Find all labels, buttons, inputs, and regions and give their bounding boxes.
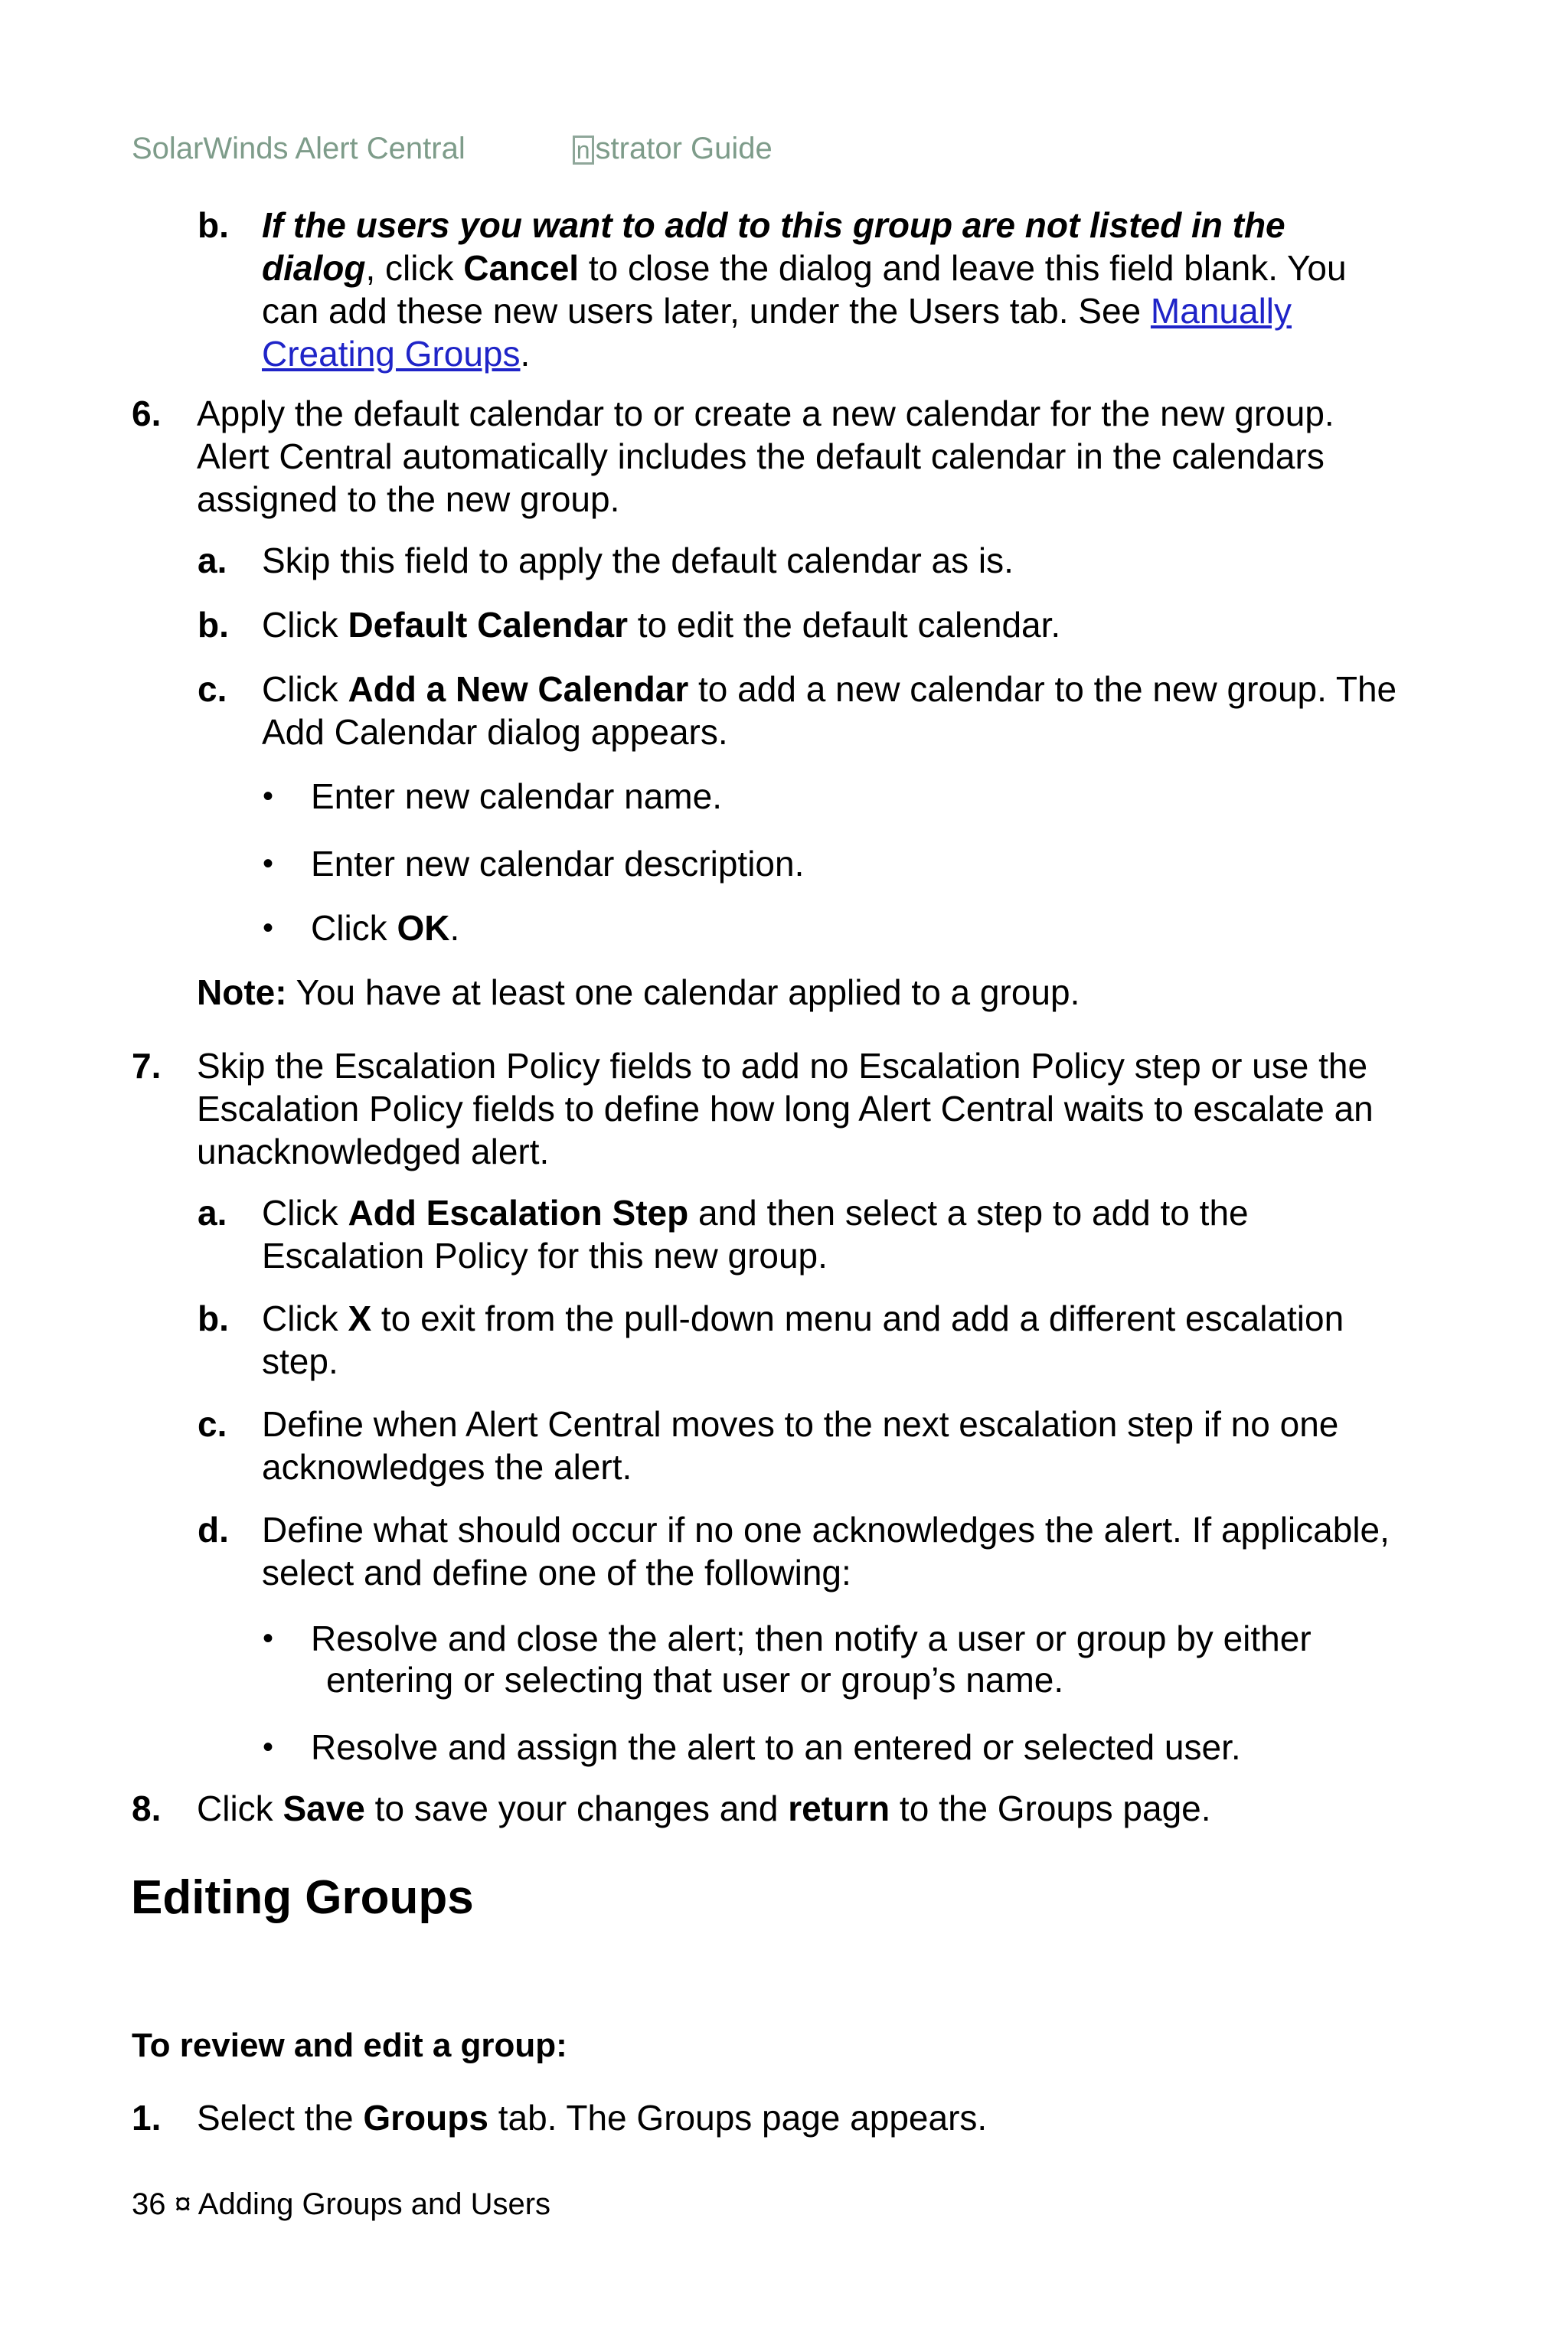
step5b-period: .	[520, 334, 531, 374]
header-product: SolarWinds Alert Central	[132, 132, 466, 165]
step7a-line1	[262, 1191, 1249, 1234]
step7b-post: to exit from the pull-down menu and add a different escalation	[371, 1298, 1344, 1338]
step5b-text3: can add these new users later, under the Users tab. See	[262, 291, 1151, 331]
step6-bullet1: Enter new calendar name.	[311, 776, 722, 816]
header-guide: strator Guide	[595, 132, 773, 165]
step5b-text2: to close the dialog and leave this field blank. You	[579, 248, 1347, 288]
step7d-marker: d.	[198, 1510, 229, 1550]
header-box-glyph: n	[573, 136, 594, 165]
step7b-bold: X	[348, 1298, 372, 1338]
bullet-glyph: •	[263, 1622, 274, 1655]
bullet-glyph: •	[263, 847, 274, 880]
step6-note	[197, 971, 1080, 1014]
step7a-post: and then select a step to add to the	[688, 1193, 1249, 1233]
note-label: Note:	[197, 972, 287, 1012]
step6a-text: Skip this field to apply the default calendar as is.	[262, 541, 1014, 580]
step7a-bold: Add Escalation Step	[348, 1193, 689, 1233]
step7-bullet1-line2: entering or selecting that user or group’s name.	[326, 1660, 1064, 1700]
footer-page-number: 36	[132, 2187, 166, 2221]
step6a-marker: a.	[198, 541, 227, 580]
step6c-bold: Add a New Calendar	[348, 669, 689, 709]
step6-bullet3	[311, 906, 459, 949]
section-step1-marker: 1.	[132, 2098, 162, 2138]
step6-marker: 6.	[132, 394, 162, 433]
step7-bullet1-line1: Resolve and close the alert; then notify a user or group by either	[311, 1619, 1312, 1658]
step8-text	[197, 1787, 1211, 1830]
page-footer	[132, 2185, 550, 2223]
step5b-italic-a: If the users you want to add to this group are not listed in the	[262, 205, 1285, 245]
step6-line1: Apply the default calendar to or create a new calendar for the new group.	[197, 394, 1334, 433]
step5b-cancel: Cancel	[463, 248, 580, 288]
step7b-line2: step.	[262, 1341, 338, 1381]
step7c-line1: Define when Alert Central moves to the next escalation step if no one	[262, 1404, 1339, 1444]
bullet-glyph: •	[263, 911, 274, 945]
step7b-line1	[262, 1297, 1344, 1340]
step7-line3: unacknowledged alert.	[197, 1132, 550, 1171]
step7-line2: Escalation Policy fields to define how long Alert Central waits to escalate an	[197, 1089, 1374, 1129]
step8-pre: Click	[197, 1788, 283, 1828]
step5b-line3	[262, 289, 1292, 332]
step5b-text1: , click	[365, 248, 464, 288]
step5b-line4	[262, 332, 530, 375]
step7-bullet2: Resolve and assign the alert to an entered or selected user.	[311, 1727, 1241, 1767]
step8-save: Save	[283, 1788, 365, 1828]
section-step1-post: tab. The Groups page appears.	[488, 2098, 988, 2138]
step8-post: to the Groups page.	[890, 1788, 1211, 1828]
step8-marker: 8.	[132, 1788, 162, 1828]
manually-creating-groups-link-part2[interactable]: Creating Groups	[262, 334, 521, 374]
procedure-title: To review and edit a group:	[132, 2027, 567, 2064]
step7b-marker: b.	[198, 1298, 229, 1338]
section-title: Editing Groups	[131, 1871, 474, 1924]
step8-return: return	[788, 1788, 890, 1828]
section-step1-text	[197, 2096, 987, 2139]
step5b-line1	[262, 204, 1285, 247]
step7a-line2: Escalation Policy for this new group.	[262, 1236, 828, 1276]
step6c-post: to add a new calendar to the new group. The	[688, 669, 1397, 709]
step6c-pre: Click	[262, 669, 348, 709]
step7c-line2: acknowledges the alert.	[262, 1447, 632, 1487]
section-step1-bold: Groups	[363, 2098, 488, 2138]
manually-creating-groups-link-part1[interactable]: Manually	[1150, 291, 1292, 331]
step7b-pre: Click	[262, 1298, 348, 1338]
step6c-line2: Add Calendar dialog appears.	[262, 712, 728, 752]
section-step1-pre: Select the	[197, 2098, 364, 2138]
step6-line3: assigned to the new group.	[197, 479, 620, 519]
step6-bullet3-post: .	[449, 908, 460, 948]
footer-currency-symbol: ¤	[174, 2187, 191, 2221]
step7-marker: 7.	[132, 1046, 162, 1086]
step6b-bold: Default Calendar	[348, 605, 628, 645]
step7a-marker: a.	[198, 1193, 227, 1233]
step6b-marker: b.	[198, 605, 229, 645]
step6-line2: Alert Central automatically includes the default calendar in the calendars	[197, 436, 1325, 476]
step5b-italic-b: dialog	[262, 248, 366, 288]
step8-mid: to save your changes and	[364, 1788, 789, 1828]
step5b-marker: b.	[198, 205, 229, 245]
step6b-post: to edit the default calendar.	[627, 605, 1061, 645]
step7c-marker: c.	[198, 1404, 227, 1444]
step7d-line2: select and define one of the following:	[262, 1553, 851, 1592]
step6-bullet3-pre: Click	[311, 908, 397, 948]
step6c-marker: c.	[198, 669, 227, 709]
step5b-line2	[262, 247, 1347, 289]
step6c-line1	[262, 668, 1396, 710]
bullet-glyph: •	[263, 1730, 274, 1764]
step6b-text	[262, 603, 1060, 646]
step6-bullet3-bold: OK	[397, 908, 450, 948]
bullet-glyph: •	[263, 779, 274, 813]
note-text: You have at least one calendar applied to a group.	[286, 972, 1080, 1012]
running-header	[132, 132, 773, 166]
step6-bullet2: Enter new calendar description.	[311, 844, 805, 884]
step7a-pre: Click	[262, 1193, 348, 1233]
step6b-pre: Click	[262, 605, 348, 645]
step7-line1: Skip the Escalation Policy fields to add no Escalation Policy step or use the	[197, 1046, 1368, 1086]
footer-chapter: Adding Groups and Users	[198, 2187, 551, 2221]
step7d-line1: Define what should occur if no one acknowledges the alert. If applicable,	[262, 1510, 1390, 1550]
